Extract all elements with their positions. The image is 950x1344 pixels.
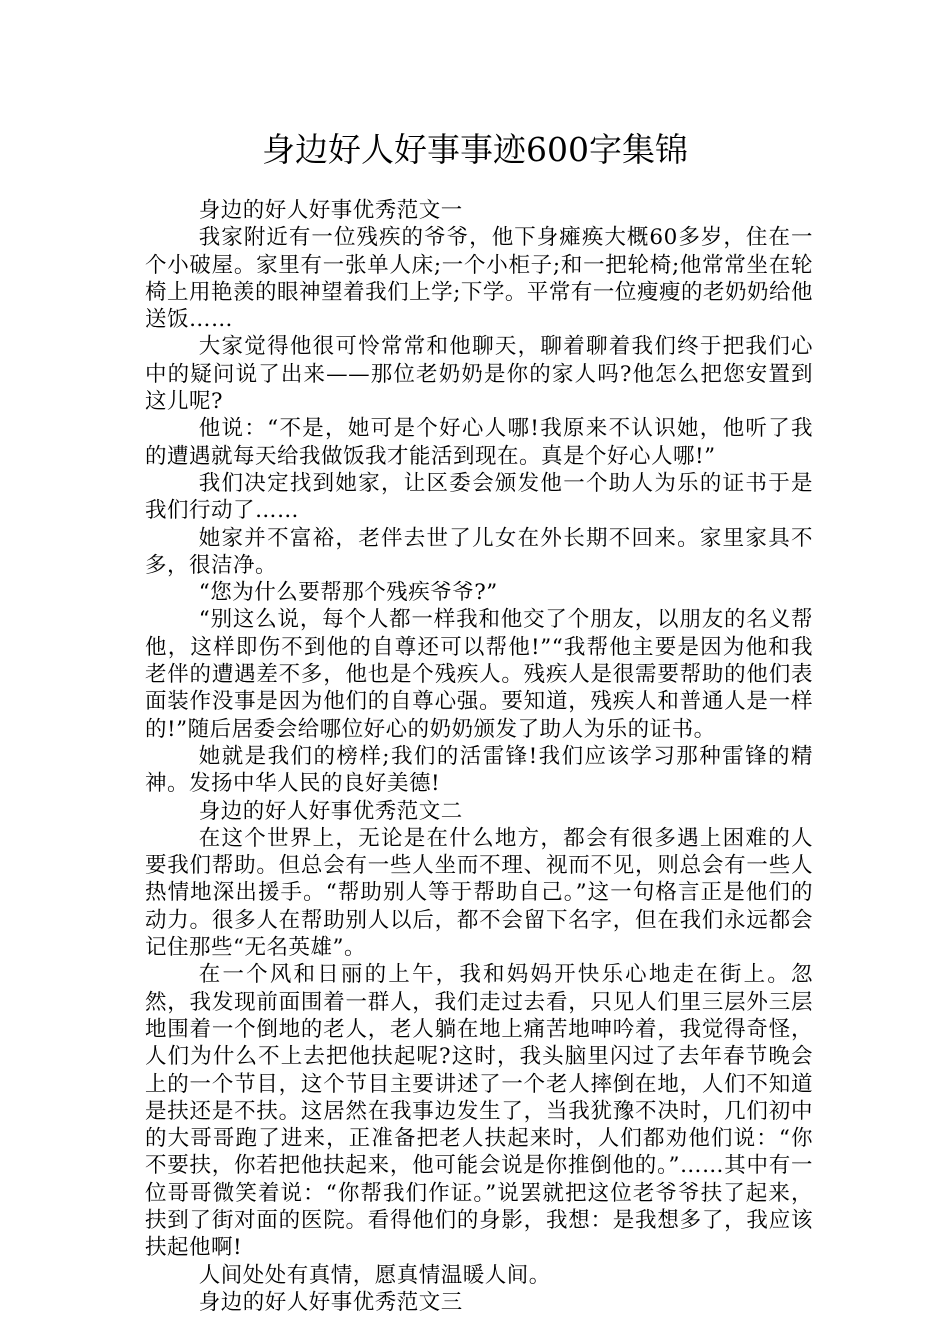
paragraph: 在一个风和日丽的上午，我和妈妈开快乐心地走在街上。忽然，我发现前面围着一群人，我们走过去看，只见人们里三层外三层地围着一个倒地的老人，老人躺在地上痛苦地呻吟着，我觉得奇怪，人们为什么不上去把他扶起呢?这时，我头脑里闪过了去年春节晚会上的一个节目，这个节目主要讲述了一个老人摔倒在地，人们不知道是扶还是不扶。这居然在我事边发生了，当我犹豫不决时，几们初中的大哥哥跑了进来，正准备把老人扶起来时，人们都劝他们说：“你不要扶，你若把他扶起来，他可能会说是你推倒他的。”……其中有一位哥哥微笑着说：“你帮我们作证。”说罢就把这位老爷爷扶了起来，扶到了街对面的医院。看得他们的身影，我想：是我想多了，我应该扶起他啊! [145, 962, 813, 1261]
paragraph: 人间处处有真情，愿真情温暖人间。 [198, 1262, 551, 1288]
section-heading-2: 身边的好人好事优秀范文二 [198, 798, 463, 824]
document-body [145, 197, 813, 1316]
paragraph: 她就是我们的榜样;我们的活雷锋!我们应该学习那种雷锋的精神。发扬中华人民的良好美德! [145, 743, 813, 797]
paragraph: 在这个世界上，无论是在什么地方，都会有很多遇上困难的人要我们帮助。但总会有一些人坐而不理、视而不见，则总会有一些人热情地深出援手。“帮助别人等于帮助自己。”这一句格言正是他们的动力。很多人在帮助别人以后，都不会留下名字，但在我们永远都会记住那些“无名英雄”。 [145, 825, 813, 961]
document-title: 身边好人好事事迹600字集锦 [262, 130, 688, 169]
paragraph: “您为什么要帮那个残疾爷爷?” [198, 580, 498, 606]
paragraph: 我们决定找到她家，让区委会颁发他一个助人为乐的证书于是我们行动了…… [145, 470, 813, 524]
section-heading-3: 身边的好人好事优秀范文三 [198, 1289, 463, 1315]
paragraph: 我家附近有一位残疾的爷爷，他下身瘫痪大概60多岁，住在一个小破屋。家里有一张单人床;一个小柜子;和一把轮椅;他常常坐在轮椅上用艳羡的眼神望着我们上学;下学。平常有一位瘦瘦的老奶奶给他送饭…… [145, 225, 813, 333]
paragraph: 大家觉得他很可怜常常和他聊天，聊着聊着我们终于把我们心中的疑问说了出来——那位老奶奶是你的家人吗?他怎么把您安置到这儿呢? [145, 334, 813, 415]
paragraph: 她家并不富裕，老伴去世了儿女在外长期不回来。家里家具不多，很洁净。 [145, 525, 813, 578]
paragraph: 他说：“不是，她可是个好心人哪!我原来不认识她，他听了我的遭遇就每天给我做饭我才能活到现在。真是个好心人哪!” [145, 416, 813, 469]
section-heading-1: 身边的好人好事优秀范文一 [198, 198, 463, 223]
paragraph: “别这么说，每个人都一样我和他交了个朋友，以朋友的名义帮他，这样即伤不到他的自尊还可以帮他!”“我帮他主要是因为他和我老伴的遭遇差不多，他也是个残疾人。残疾人是很需要帮助的他们表面装作没事是因为他们的自尊心强。要知道，残疾人和普通人是一样的!”随后居委会给哪位好心的奶奶颁发了助人为乐的证书。 [145, 607, 813, 742]
